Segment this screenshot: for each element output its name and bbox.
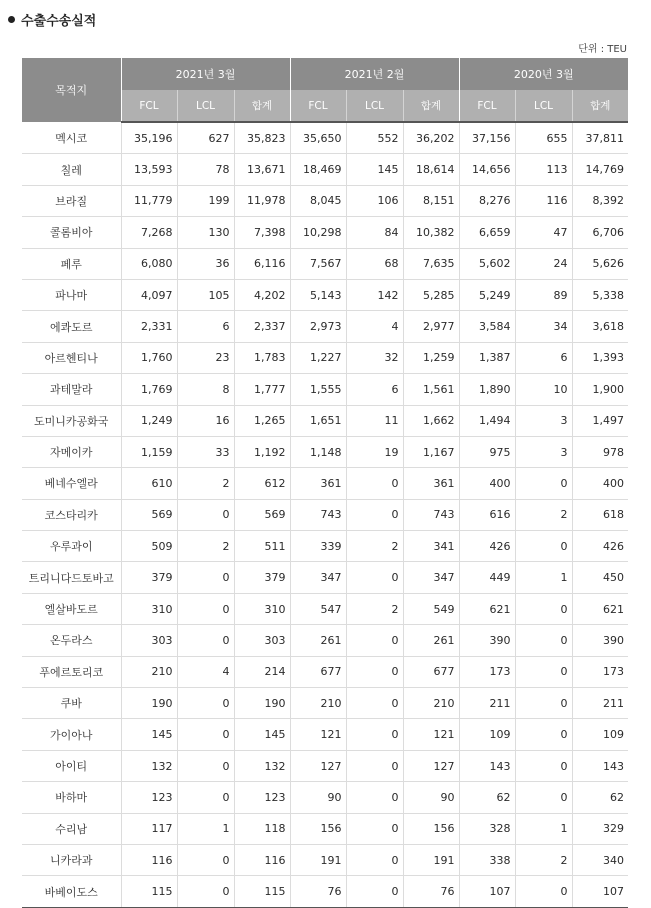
total-cell: 173 bbox=[572, 656, 628, 687]
fcl-cell: 1,159 bbox=[121, 436, 177, 467]
lcl-cell: 0 bbox=[177, 719, 234, 750]
destination-cell: 트리니다드토바고 bbox=[22, 562, 121, 593]
destination-cell: 아이티 bbox=[22, 750, 121, 781]
total-cell: 569 bbox=[234, 499, 290, 530]
destination-cell: 콜롬비아 bbox=[22, 217, 121, 248]
destination-cell: 가이아나 bbox=[22, 719, 121, 750]
lcl-cell: 2 bbox=[515, 499, 572, 530]
section-title-text: 수출수송실적 bbox=[21, 13, 97, 29]
fcl-cell: 261 bbox=[290, 625, 346, 656]
destination-cell: 브라질 bbox=[22, 185, 121, 216]
total-cell: 10,382 bbox=[403, 217, 459, 248]
destination-cell: 도미니카공화국 bbox=[22, 405, 121, 436]
total-cell: 1,900 bbox=[572, 374, 628, 405]
fcl-cell: 116 bbox=[121, 844, 177, 875]
total-cell: 2,977 bbox=[403, 311, 459, 342]
total-cell: 400 bbox=[572, 468, 628, 499]
subcol-lcl: LCL bbox=[346, 90, 403, 122]
lcl-cell: 33 bbox=[177, 436, 234, 467]
fcl-cell: 6,659 bbox=[459, 217, 515, 248]
table-row bbox=[22, 876, 628, 907]
lcl-cell: 6 bbox=[346, 374, 403, 405]
total-cell: 3,618 bbox=[572, 311, 628, 342]
total-cell: 347 bbox=[403, 562, 459, 593]
fcl-cell: 339 bbox=[290, 531, 346, 562]
total-cell: 191 bbox=[403, 844, 459, 875]
lcl-cell: 0 bbox=[515, 593, 572, 624]
period-header-2021-03: 2021년 3월 bbox=[121, 58, 290, 90]
lcl-cell: 0 bbox=[515, 750, 572, 781]
total-cell: 127 bbox=[403, 750, 459, 781]
total-cell: 13,671 bbox=[234, 154, 290, 185]
fcl-cell: 7,567 bbox=[290, 248, 346, 279]
lcl-cell: 6 bbox=[515, 342, 572, 373]
total-cell: 612 bbox=[234, 468, 290, 499]
lcl-cell: 552 bbox=[346, 122, 403, 154]
total-cell: 261 bbox=[403, 625, 459, 656]
lcl-cell: 47 bbox=[515, 217, 572, 248]
table-row bbox=[22, 562, 628, 593]
total-cell: 511 bbox=[234, 531, 290, 562]
lcl-cell: 627 bbox=[177, 122, 234, 154]
total-cell: 1,393 bbox=[572, 342, 628, 373]
fcl-cell: 5,143 bbox=[290, 279, 346, 310]
destination-cell: 온두라스 bbox=[22, 625, 121, 656]
fcl-cell: 132 bbox=[121, 750, 177, 781]
total-cell: 90 bbox=[403, 782, 459, 813]
total-cell: 2,337 bbox=[234, 311, 290, 342]
destination-cell: 바베이도스 bbox=[22, 876, 121, 907]
fcl-cell: 90 bbox=[290, 782, 346, 813]
fcl-cell: 8,276 bbox=[459, 185, 515, 216]
fcl-cell: 2,973 bbox=[290, 311, 346, 342]
destination-cell: 수리남 bbox=[22, 813, 121, 844]
lcl-cell: 0 bbox=[346, 813, 403, 844]
destination-cell: 아르헨티나 bbox=[22, 342, 121, 373]
lcl-cell: 0 bbox=[515, 531, 572, 562]
fcl-cell: 1,227 bbox=[290, 342, 346, 373]
lcl-cell: 0 bbox=[346, 876, 403, 907]
section-title bbox=[8, 9, 96, 29]
lcl-cell: 0 bbox=[515, 688, 572, 719]
destination-cell: 코스타리카 bbox=[22, 499, 121, 530]
lcl-cell: 10 bbox=[515, 374, 572, 405]
total-cell: 214 bbox=[234, 656, 290, 687]
total-cell: 123 bbox=[234, 782, 290, 813]
fcl-cell: 143 bbox=[459, 750, 515, 781]
total-cell: 18,614 bbox=[403, 154, 459, 185]
lcl-cell: 0 bbox=[346, 562, 403, 593]
fcl-cell: 743 bbox=[290, 499, 346, 530]
total-cell: 1,662 bbox=[403, 405, 459, 436]
lcl-cell: 0 bbox=[177, 782, 234, 813]
total-cell: 8,151 bbox=[403, 185, 459, 216]
total-cell: 743 bbox=[403, 499, 459, 530]
lcl-cell: 78 bbox=[177, 154, 234, 185]
total-cell: 379 bbox=[234, 562, 290, 593]
fcl-cell: 5,602 bbox=[459, 248, 515, 279]
lcl-cell: 0 bbox=[515, 876, 572, 907]
total-cell: 677 bbox=[403, 656, 459, 687]
fcl-cell: 1,555 bbox=[290, 374, 346, 405]
fcl-cell: 107 bbox=[459, 876, 515, 907]
fcl-cell: 1,890 bbox=[459, 374, 515, 405]
destination-cell: 페루 bbox=[22, 248, 121, 279]
lcl-cell: 11 bbox=[346, 405, 403, 436]
fcl-cell: 379 bbox=[121, 562, 177, 593]
destination-cell: 쿠바 bbox=[22, 688, 121, 719]
lcl-cell: 1 bbox=[515, 813, 572, 844]
table-row bbox=[22, 782, 628, 813]
destination-cell: 베네수엘라 bbox=[22, 468, 121, 499]
destination-cell: 자메이카 bbox=[22, 436, 121, 467]
table-row bbox=[22, 436, 628, 467]
fcl-cell: 303 bbox=[121, 625, 177, 656]
fcl-cell: 509 bbox=[121, 531, 177, 562]
subcol-total: 합계 bbox=[403, 90, 459, 122]
total-cell: 1,167 bbox=[403, 436, 459, 467]
fcl-cell: 76 bbox=[290, 876, 346, 907]
lcl-cell: 0 bbox=[515, 468, 572, 499]
lcl-cell: 3 bbox=[515, 436, 572, 467]
total-cell: 618 bbox=[572, 499, 628, 530]
fcl-cell: 10,298 bbox=[290, 217, 346, 248]
destination-cell: 에콰도르 bbox=[22, 311, 121, 342]
lcl-cell: 4 bbox=[177, 656, 234, 687]
fcl-cell: 3,584 bbox=[459, 311, 515, 342]
table-row bbox=[22, 374, 628, 405]
fcl-cell: 14,656 bbox=[459, 154, 515, 185]
table-row bbox=[22, 154, 628, 185]
fcl-cell: 127 bbox=[290, 750, 346, 781]
table-row bbox=[22, 311, 628, 342]
lcl-cell: 6 bbox=[177, 311, 234, 342]
total-cell: 210 bbox=[403, 688, 459, 719]
destination-cell: 과테말라 bbox=[22, 374, 121, 405]
destination-cell: 멕시코 bbox=[22, 122, 121, 154]
total-cell: 35,823 bbox=[234, 122, 290, 154]
table-row bbox=[22, 656, 628, 687]
lcl-cell: 0 bbox=[177, 688, 234, 719]
lcl-cell: 655 bbox=[515, 122, 572, 154]
lcl-cell: 23 bbox=[177, 342, 234, 373]
lcl-cell: 2 bbox=[515, 844, 572, 875]
lcl-cell: 0 bbox=[177, 844, 234, 875]
lcl-cell: 16 bbox=[177, 405, 234, 436]
unit-label: 단위 : TEU bbox=[578, 44, 627, 55]
table-row bbox=[22, 688, 628, 719]
total-cell: 37,811 bbox=[572, 122, 628, 154]
total-cell: 426 bbox=[572, 531, 628, 562]
lcl-cell: 0 bbox=[346, 844, 403, 875]
fcl-cell: 145 bbox=[121, 719, 177, 750]
total-cell: 156 bbox=[403, 813, 459, 844]
total-cell: 1,497 bbox=[572, 405, 628, 436]
bullet-icon bbox=[8, 16, 15, 23]
table-row bbox=[22, 844, 628, 875]
lcl-cell: 0 bbox=[515, 625, 572, 656]
destination-cell: 엘살바도르 bbox=[22, 593, 121, 624]
fcl-cell: 5,249 bbox=[459, 279, 515, 310]
table-row bbox=[22, 499, 628, 530]
fcl-cell: 35,196 bbox=[121, 122, 177, 154]
lcl-cell: 0 bbox=[346, 688, 403, 719]
total-cell: 190 bbox=[234, 688, 290, 719]
lcl-cell: 0 bbox=[515, 719, 572, 750]
table-row bbox=[22, 405, 628, 436]
fcl-cell: 13,593 bbox=[121, 154, 177, 185]
lcl-cell: 113 bbox=[515, 154, 572, 185]
total-cell: 132 bbox=[234, 750, 290, 781]
fcl-cell: 1,494 bbox=[459, 405, 515, 436]
total-cell: 118 bbox=[234, 813, 290, 844]
fcl-cell: 1,769 bbox=[121, 374, 177, 405]
table-row bbox=[22, 750, 628, 781]
total-cell: 5,626 bbox=[572, 248, 628, 279]
period-header-2021-02: 2021년 2월 bbox=[290, 58, 459, 90]
fcl-cell: 449 bbox=[459, 562, 515, 593]
fcl-cell: 11,779 bbox=[121, 185, 177, 216]
lcl-cell: 2 bbox=[346, 531, 403, 562]
total-cell: 5,338 bbox=[572, 279, 628, 310]
table-row bbox=[22, 342, 628, 373]
fcl-cell: 400 bbox=[459, 468, 515, 499]
fcl-cell: 426 bbox=[459, 531, 515, 562]
lcl-cell: 68 bbox=[346, 248, 403, 279]
total-cell: 6,706 bbox=[572, 217, 628, 248]
total-cell: 1,265 bbox=[234, 405, 290, 436]
total-cell: 1,561 bbox=[403, 374, 459, 405]
lcl-cell: 0 bbox=[177, 562, 234, 593]
total-cell: 1,783 bbox=[234, 342, 290, 373]
subcol-total: 합계 bbox=[234, 90, 290, 122]
fcl-cell: 211 bbox=[459, 688, 515, 719]
table-row bbox=[22, 593, 628, 624]
table-body bbox=[22, 122, 628, 907]
lcl-cell: 142 bbox=[346, 279, 403, 310]
destination-cell: 파나마 bbox=[22, 279, 121, 310]
total-cell: 145 bbox=[234, 719, 290, 750]
period-header-2020-03: 2020년 3월 bbox=[459, 58, 628, 90]
lcl-cell: 116 bbox=[515, 185, 572, 216]
subcol-fcl: FCL bbox=[290, 90, 346, 122]
fcl-cell: 117 bbox=[121, 813, 177, 844]
fcl-cell: 390 bbox=[459, 625, 515, 656]
subcol-total: 합계 bbox=[572, 90, 628, 122]
fcl-cell: 123 bbox=[121, 782, 177, 813]
lcl-cell: 199 bbox=[177, 185, 234, 216]
lcl-cell: 2 bbox=[177, 531, 234, 562]
fcl-cell: 18,469 bbox=[290, 154, 346, 185]
total-cell: 1,259 bbox=[403, 342, 459, 373]
lcl-cell: 0 bbox=[177, 750, 234, 781]
destination-header: 목적지 bbox=[22, 58, 121, 122]
fcl-cell: 547 bbox=[290, 593, 346, 624]
fcl-cell: 109 bbox=[459, 719, 515, 750]
fcl-cell: 677 bbox=[290, 656, 346, 687]
fcl-cell: 121 bbox=[290, 719, 346, 750]
fcl-cell: 610 bbox=[121, 468, 177, 499]
fcl-cell: 62 bbox=[459, 782, 515, 813]
total-cell: 36,202 bbox=[403, 122, 459, 154]
lcl-cell: 0 bbox=[515, 782, 572, 813]
fcl-cell: 310 bbox=[121, 593, 177, 624]
table-row bbox=[22, 625, 628, 656]
subcol-lcl: LCL bbox=[515, 90, 572, 122]
total-cell: 4,202 bbox=[234, 279, 290, 310]
table-row bbox=[22, 531, 628, 562]
table-row bbox=[22, 279, 628, 310]
total-cell: 450 bbox=[572, 562, 628, 593]
total-cell: 7,398 bbox=[234, 217, 290, 248]
table-row bbox=[22, 813, 628, 844]
fcl-cell: 8,045 bbox=[290, 185, 346, 216]
fcl-cell: 210 bbox=[290, 688, 346, 719]
lcl-cell: 34 bbox=[515, 311, 572, 342]
fcl-cell: 37,156 bbox=[459, 122, 515, 154]
lcl-cell: 1 bbox=[177, 813, 234, 844]
fcl-cell: 7,268 bbox=[121, 217, 177, 248]
fcl-cell: 1,387 bbox=[459, 342, 515, 373]
lcl-cell: 0 bbox=[177, 876, 234, 907]
total-cell: 211 bbox=[572, 688, 628, 719]
fcl-cell: 361 bbox=[290, 468, 346, 499]
total-cell: 549 bbox=[403, 593, 459, 624]
table-row bbox=[22, 122, 628, 154]
lcl-cell: 4 bbox=[346, 311, 403, 342]
lcl-cell: 2 bbox=[346, 593, 403, 624]
lcl-cell: 84 bbox=[346, 217, 403, 248]
fcl-cell: 975 bbox=[459, 436, 515, 467]
total-cell: 341 bbox=[403, 531, 459, 562]
total-cell: 621 bbox=[572, 593, 628, 624]
table-row bbox=[22, 217, 628, 248]
fcl-cell: 347 bbox=[290, 562, 346, 593]
total-cell: 11,978 bbox=[234, 185, 290, 216]
fcl-cell: 4,097 bbox=[121, 279, 177, 310]
lcl-cell: 0 bbox=[177, 593, 234, 624]
destination-cell: 칠레 bbox=[22, 154, 121, 185]
table-row bbox=[22, 248, 628, 279]
destination-cell: 바하마 bbox=[22, 782, 121, 813]
fcl-cell: 156 bbox=[290, 813, 346, 844]
fcl-cell: 1,760 bbox=[121, 342, 177, 373]
total-cell: 76 bbox=[403, 876, 459, 907]
lcl-cell: 19 bbox=[346, 436, 403, 467]
total-cell: 329 bbox=[572, 813, 628, 844]
total-cell: 390 bbox=[572, 625, 628, 656]
destination-cell: 니카라과 bbox=[22, 844, 121, 875]
lcl-cell: 0 bbox=[177, 625, 234, 656]
fcl-cell: 35,650 bbox=[290, 122, 346, 154]
total-cell: 6,116 bbox=[234, 248, 290, 279]
lcl-cell: 0 bbox=[346, 468, 403, 499]
total-cell: 1,777 bbox=[234, 374, 290, 405]
total-cell: 143 bbox=[572, 750, 628, 781]
lcl-cell: 0 bbox=[346, 499, 403, 530]
export-shipment-table bbox=[22, 58, 628, 908]
subcol-fcl: FCL bbox=[459, 90, 515, 122]
total-cell: 7,635 bbox=[403, 248, 459, 279]
table-row bbox=[22, 185, 628, 216]
lcl-cell: 130 bbox=[177, 217, 234, 248]
lcl-cell: 105 bbox=[177, 279, 234, 310]
fcl-cell: 1,249 bbox=[121, 405, 177, 436]
total-cell: 303 bbox=[234, 625, 290, 656]
total-cell: 62 bbox=[572, 782, 628, 813]
fcl-cell: 210 bbox=[121, 656, 177, 687]
lcl-cell: 3 bbox=[515, 405, 572, 436]
total-cell: 1,192 bbox=[234, 436, 290, 467]
fcl-cell: 1,148 bbox=[290, 436, 346, 467]
total-cell: 5,285 bbox=[403, 279, 459, 310]
lcl-cell: 8 bbox=[177, 374, 234, 405]
fcl-cell: 2,331 bbox=[121, 311, 177, 342]
lcl-cell: 0 bbox=[346, 782, 403, 813]
fcl-cell: 621 bbox=[459, 593, 515, 624]
lcl-cell: 106 bbox=[346, 185, 403, 216]
total-cell: 340 bbox=[572, 844, 628, 875]
lcl-cell: 24 bbox=[515, 248, 572, 279]
lcl-cell: 32 bbox=[346, 342, 403, 373]
total-cell: 310 bbox=[234, 593, 290, 624]
total-cell: 361 bbox=[403, 468, 459, 499]
total-cell: 115 bbox=[234, 876, 290, 907]
total-cell: 121 bbox=[403, 719, 459, 750]
lcl-cell: 0 bbox=[346, 656, 403, 687]
lcl-cell: 0 bbox=[346, 625, 403, 656]
fcl-cell: 191 bbox=[290, 844, 346, 875]
total-cell: 107 bbox=[572, 876, 628, 907]
fcl-cell: 338 bbox=[459, 844, 515, 875]
lcl-cell: 0 bbox=[515, 656, 572, 687]
subcol-fcl: FCL bbox=[121, 90, 177, 122]
fcl-cell: 569 bbox=[121, 499, 177, 530]
total-cell: 978 bbox=[572, 436, 628, 467]
destination-cell: 우루과이 bbox=[22, 531, 121, 562]
fcl-cell: 616 bbox=[459, 499, 515, 530]
total-cell: 109 bbox=[572, 719, 628, 750]
lcl-cell: 36 bbox=[177, 248, 234, 279]
total-cell: 116 bbox=[234, 844, 290, 875]
total-cell: 14,769 bbox=[572, 154, 628, 185]
lcl-cell: 0 bbox=[346, 719, 403, 750]
lcl-cell: 2 bbox=[177, 468, 234, 499]
table-row bbox=[22, 719, 628, 750]
fcl-cell: 328 bbox=[459, 813, 515, 844]
fcl-cell: 1,651 bbox=[290, 405, 346, 436]
total-cell: 8,392 bbox=[572, 185, 628, 216]
table-row bbox=[22, 468, 628, 499]
lcl-cell: 0 bbox=[177, 499, 234, 530]
lcl-cell: 0 bbox=[346, 750, 403, 781]
fcl-cell: 115 bbox=[121, 876, 177, 907]
lcl-cell: 89 bbox=[515, 279, 572, 310]
subcol-lcl: LCL bbox=[177, 90, 234, 122]
fcl-cell: 6,080 bbox=[121, 248, 177, 279]
destination-cell: 푸에르토리코 bbox=[22, 656, 121, 687]
lcl-cell: 145 bbox=[346, 154, 403, 185]
fcl-cell: 173 bbox=[459, 656, 515, 687]
fcl-cell: 190 bbox=[121, 688, 177, 719]
lcl-cell: 1 bbox=[515, 562, 572, 593]
